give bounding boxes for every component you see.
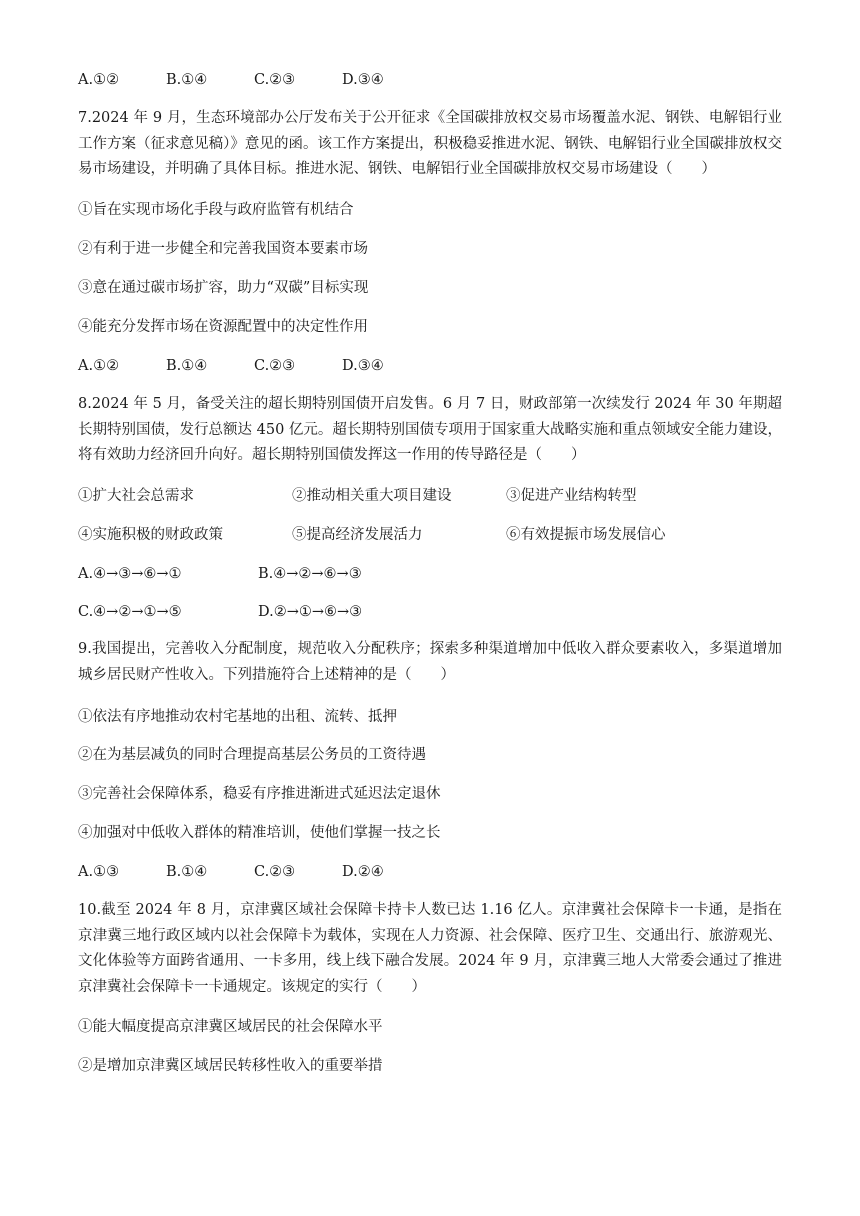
q7-option-a: A.①② (78, 358, 120, 374)
q9-item-4: ④加强对中低收入群体的精准培训，使他们掌握一技之长 (78, 825, 441, 841)
q6-option-b: B.①④ (166, 72, 208, 88)
q8-item-6: ⑥有效提振市场发展信心 (506, 527, 666, 543)
q10-stem: 10.截至 2024 年 8 月，京津冀区域社会保障卡持卡人数已达 1.16 亿人。京津冀社会保障卡一卡通，是指在京津冀三地行政区域内以社会保障卡为载体，实现在人力资源、社会保障、医疗卫生、交通出行、旅游观光、文化体验等方面跨省通用、一卡多用，线上线下融合发展。2024 年 9 月，京津冀三地人大常委会通过了推进京津冀社会保障卡一卡通规定。该规定的实行（ ） (78, 902, 782, 995)
q7-item-4: ④能充分发挥市场在资源配置中的决定性作用 (78, 319, 368, 335)
q9-option-c: C.②③ (254, 864, 296, 880)
q9-option-a: A.①③ (78, 864, 120, 880)
q10-item-1: ①能大幅度提高京津冀区域居民的社会保障水平 (78, 1019, 383, 1035)
q7-options (78, 356, 778, 376)
q8-item-2: ②推动相关重大项目建设 (292, 488, 452, 504)
q8-options-row2 (78, 602, 778, 622)
q7-item-1: ①旨在实现市场化手段与政府监管有机结合 (78, 202, 354, 218)
q10-item-2: ②是增加京津冀区域居民转移性收入的重要举措 (78, 1058, 383, 1074)
q7-item-2: ②有利于进一步健全和完善我国资本要素市场 (78, 241, 368, 257)
q8-option-a: A.④→③→⑥→① (78, 566, 182, 582)
q6-options (78, 70, 778, 90)
q8-item-1: ①扩大社会总需求 (78, 488, 194, 504)
q7-item-3: ③意在通过碳市场扩容，助力“双碳”目标实现 (78, 280, 369, 296)
q6-option-d: D.③④ (342, 72, 384, 88)
q8-items-row1 (78, 486, 778, 506)
q8-option-d: D.②→①→⑥→③ (258, 604, 363, 620)
q7-option-c: C.②③ (254, 358, 296, 374)
q8-item-4: ④实施积极的财政政策 (78, 527, 223, 543)
q8-items-row2 (78, 525, 778, 545)
q9-option-b: B.①④ (166, 864, 208, 880)
q8-option-c: C.④→②→①→⑤ (78, 604, 182, 620)
q8-item-3: ③促进产业结构转型 (506, 488, 637, 504)
q9-stem: 9.我国提出，完善收入分配制度，规范收入分配秩序；探索多种渠道增加中低收入群众要素收入，多渠道增加城乡居民财产性收入。下列措施符合上述精神的是（ ） (78, 641, 782, 683)
q7-option-b: B.①④ (166, 358, 208, 374)
q8-item-5: ⑤提高经济发展活力 (292, 527, 423, 543)
q8-stem: 8.2024 年 5 月，备受关注的超长期特别国债开启发售。6 月 7 日，财政部第一次续发行 2024 年 30 年期超长期特别国债，发行总额达 450 亿元。超长期特别国债专项用于国家重大战略实施和重点领域安全能力建设，将有效助力经济回升向好。超长期特别国债发挥这一作用的传导路径是（ ） (78, 396, 782, 463)
q9-option-d: D.②④ (342, 864, 384, 880)
q8-options-row1 (78, 564, 778, 584)
q9-item-1: ①依法有序地推动农村宅基地的出租、流转、抵押 (78, 709, 397, 725)
q7-option-d: D.③④ (342, 358, 384, 374)
q7-stem: 7.2024 年 9 月，生态环境部办公厅发布关于公开征求《全国碳排放权交易市场覆盖水泥、钢铁、电解铝行业工作方案（征求意见稿）》意见的函。该工作方案提出，积极稳妥推进水泥、钢铁、电解铝行业全国碳排放权交易市场建设，并明确了具体目标。推进水泥、钢铁、电解铝行业全国碳排放权交易市场建设（ ） (78, 110, 782, 177)
q9-item-3: ③完善社会保障体系，稳妥有序推进渐进式延迟法定退休 (78, 786, 441, 802)
q9-options (78, 862, 778, 882)
q9-item-2: ②在为基层减负的同时合理提高基层公务员的工资待遇 (78, 747, 426, 763)
q8-option-b: B.④→②→⑥→③ (258, 566, 362, 582)
q6-option-c: C.②③ (254, 72, 296, 88)
q6-option-a: A.①② (78, 72, 120, 88)
